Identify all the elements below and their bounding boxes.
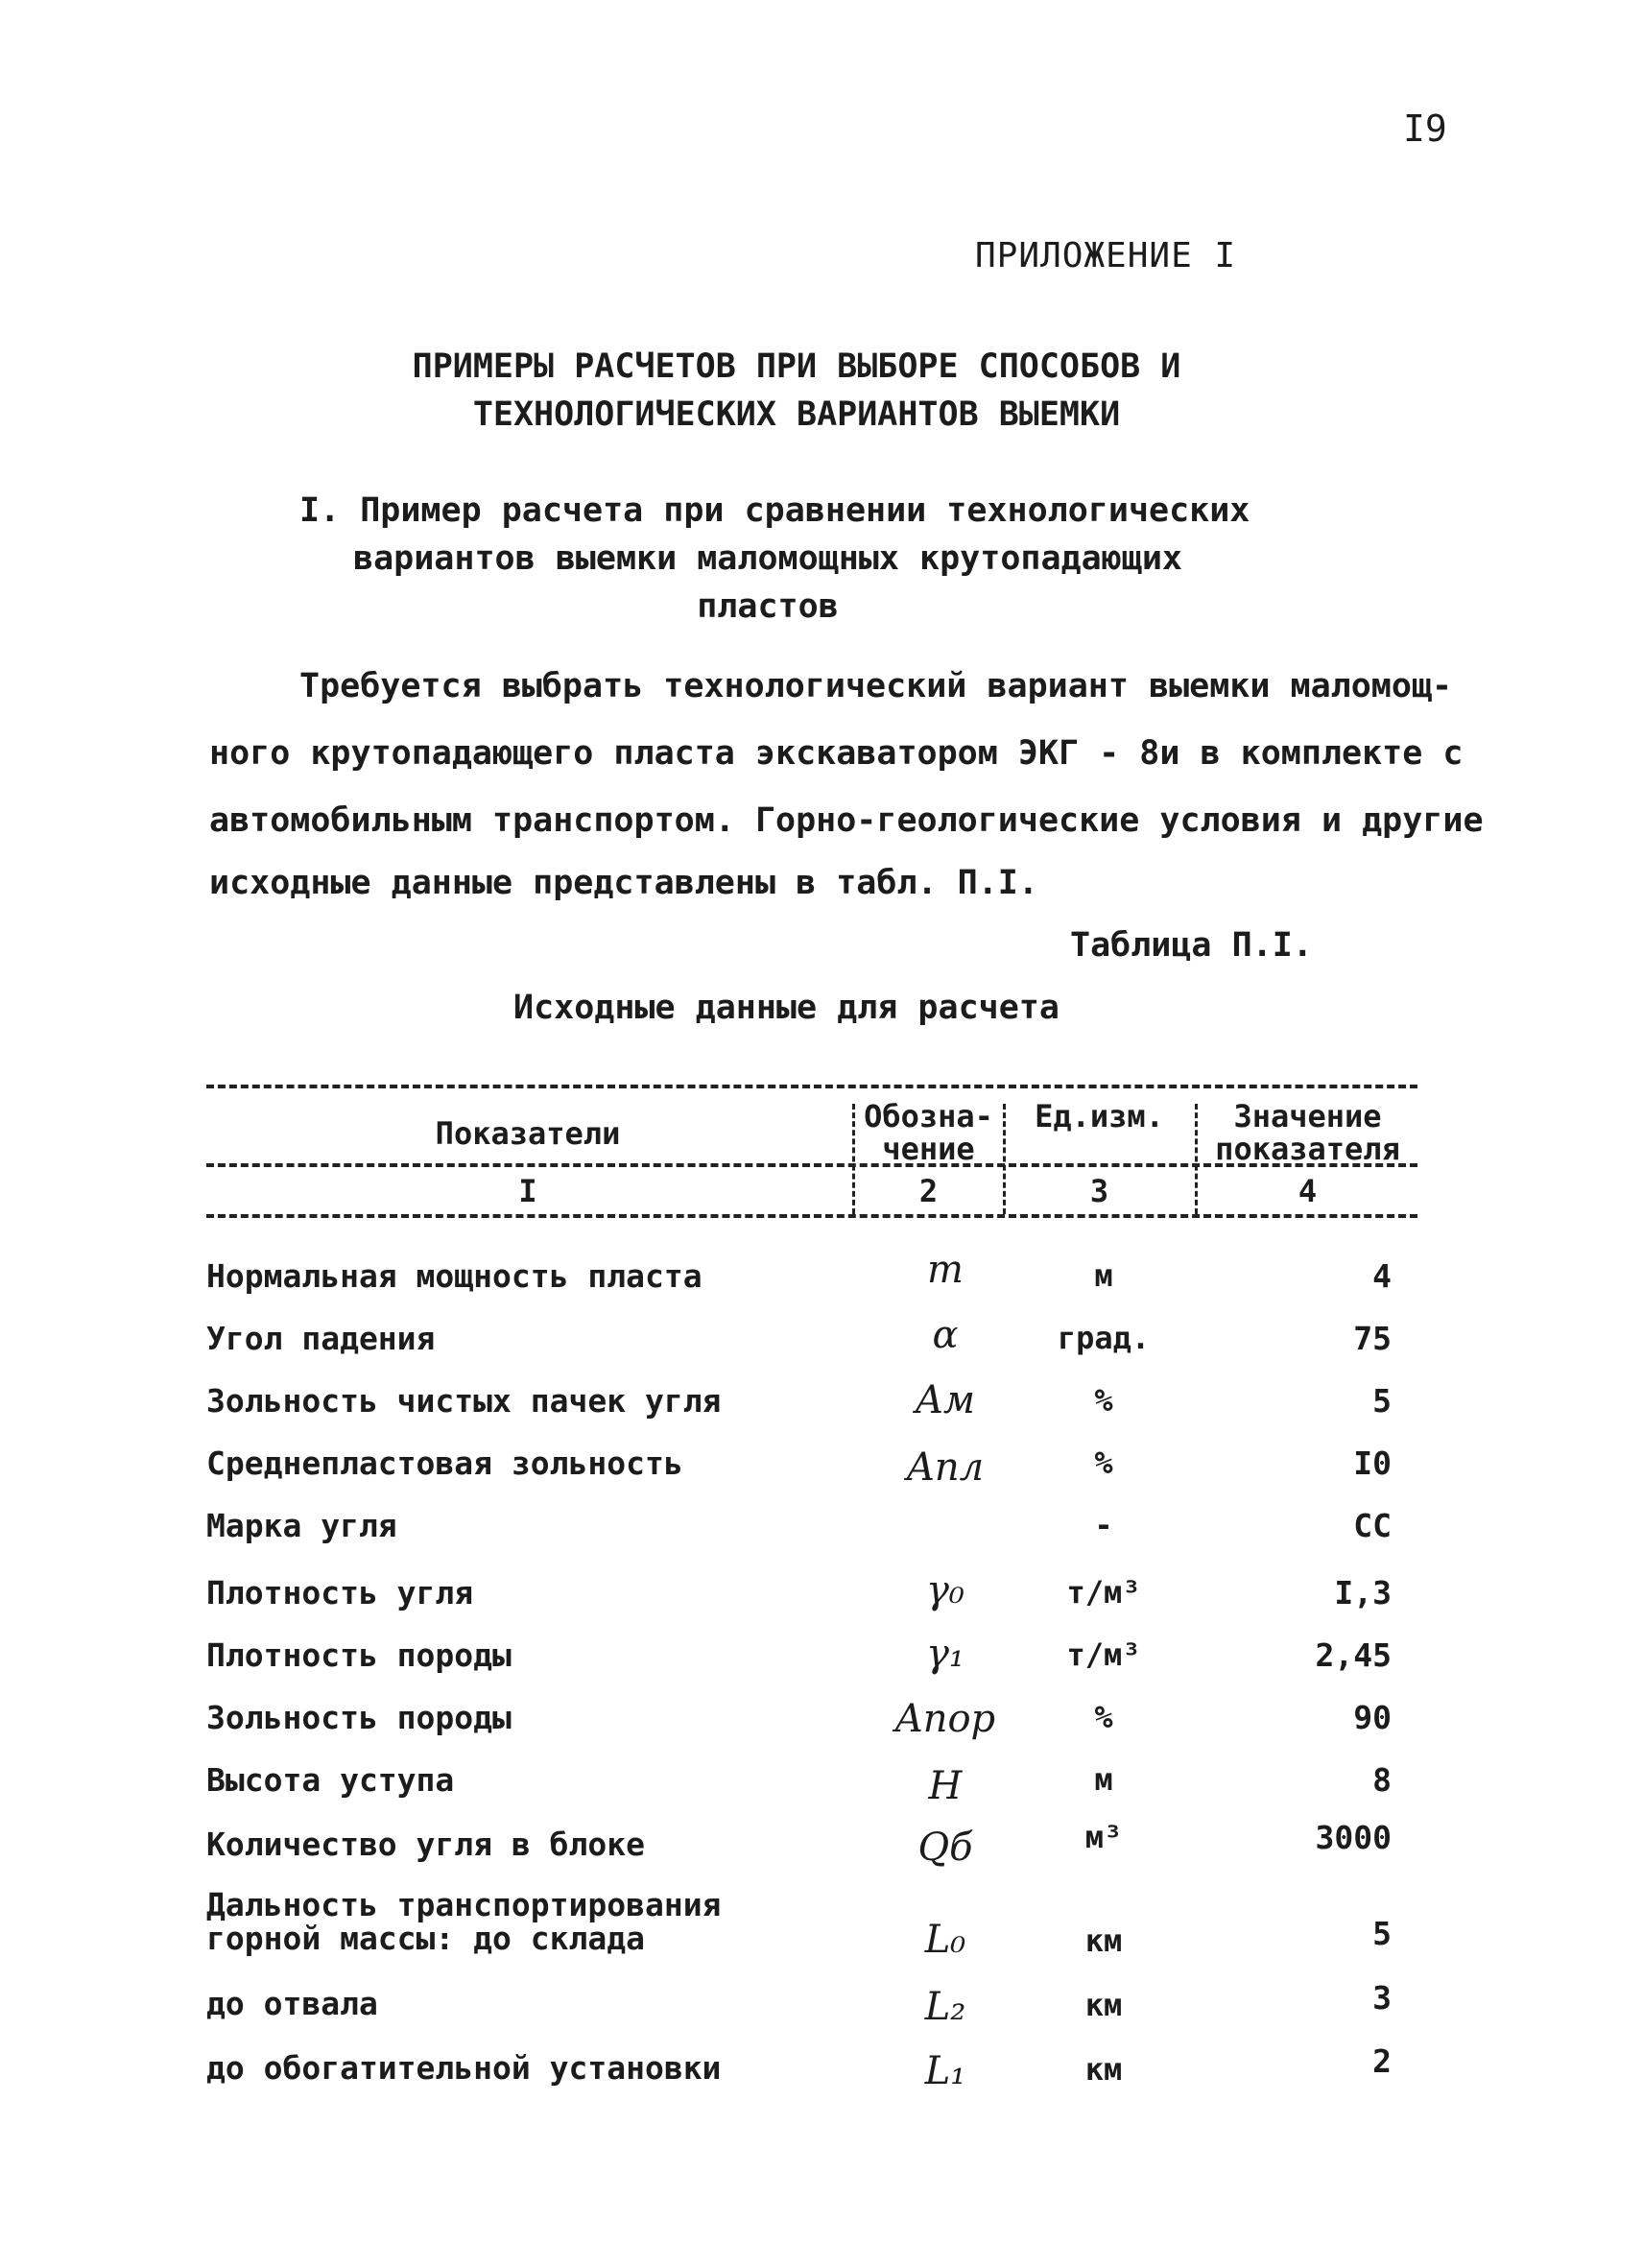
table-row-value: I0 [1353, 1444, 1392, 1482]
table-row-unit: м [1094, 1257, 1113, 1294]
table-row-symbol: Qб [917, 1826, 973, 1870]
table-row-symbol: H [928, 1764, 963, 1808]
table-row-label: Среднепластовая зольность [206, 1444, 683, 1482]
paragraph-line-3: автомобильным транспортом. Горно-геологические условия и другие [209, 801, 1484, 840]
table-row-value: СС [1353, 1507, 1392, 1544]
table-row-label: Дальность транспортирования [206, 1886, 722, 1923]
column-number: 2 [918, 1173, 939, 1209]
table-row-unit: км [1084, 1922, 1123, 1959]
table-row-unit: т/м³ [1066, 1636, 1141, 1673]
table-row-label-continuation: горной массы: до склада [206, 1920, 645, 1957]
table-row-symbol: L₀ [924, 1918, 966, 1962]
table-row-unit: м³ [1084, 1819, 1123, 1855]
table-row-value: 2,45 [1315, 1636, 1392, 1674]
table-row-value: 3 [1372, 1979, 1392, 2017]
document-title-line-2: ТЕХНОЛОГИЧЕСКИХ ВАРИАНТОВ ВЫЕМКИ [472, 395, 1121, 434]
table-row-symbol: γ₀ [926, 1568, 964, 1612]
table-row-unit: град. [1057, 1320, 1151, 1356]
header-symbol-line-2: чение [882, 1131, 975, 1167]
table-row-label: Угол падения [206, 1320, 436, 1357]
column-number: 4 [1298, 1173, 1318, 1209]
section-heading-line-1: I. Пример расчета при сравнении технологических [299, 491, 1250, 530]
table-row-value: 75 [1353, 1320, 1392, 1357]
header-indicators: Показатели [435, 1115, 621, 1152]
table-row-value: 3000 [1315, 1819, 1392, 1856]
table-row-unit: - [1094, 1507, 1113, 1543]
table-row-label: Зольность породы [206, 1699, 512, 1736]
table-row-symbol: m [927, 1248, 964, 1292]
table-row-symbol: α [932, 1313, 959, 1357]
document-title-line-1: ПРИМЕРЫ РАСЧЕТОВ ПРИ ВЫБОРЕ СПОСОБОВ И [412, 347, 1181, 386]
page-number: I9 [1403, 107, 1447, 150]
table-row-label: до обогатительной установки [206, 2049, 722, 2087]
section-heading-line-3: пластов [697, 587, 839, 626]
section-heading-line-2: вариантов выемки маломощных крутопадающих [353, 539, 1182, 578]
table-rule-numbers [206, 1214, 1417, 1218]
table-row-unit: т/м³ [1066, 1574, 1141, 1611]
table-row-symbol: Aм [915, 1378, 976, 1422]
table-row-symbol: γ₁ [926, 1632, 964, 1676]
table-row-unit: % [1094, 1444, 1113, 1481]
table-row-unit: % [1094, 1699, 1113, 1735]
table-col-separator [1195, 1104, 1198, 1214]
table-caption: Исходные данные для расчета [513, 989, 1060, 1027]
table-row-label: Зольность чистых пачек угля [206, 1382, 722, 1420]
table-row-label: Количество угля в блоке [206, 1826, 645, 1863]
paragraph-line-1: Требуется выбрать технологический вариант выемки маломощ- [299, 667, 1453, 705]
header-value-line-2: показателя [1215, 1131, 1400, 1167]
table-row-label: Высота уступа [206, 1761, 455, 1799]
table-label: Таблица П.I. [1070, 926, 1313, 965]
header-value-line-1: Значение [1233, 1098, 1382, 1134]
table-rule-top [206, 1085, 1417, 1088]
table-row-value: 90 [1353, 1699, 1392, 1736]
table-row-value: 5 [1372, 1382, 1392, 1420]
table-row-label: до отвала [206, 1985, 378, 2022]
table-row-value: I,3 [1334, 1574, 1392, 1611]
table-row-label: Марка угля [206, 1507, 397, 1544]
header-unit: Ед.изм. [1035, 1098, 1164, 1134]
table-row-value: 4 [1372, 1257, 1392, 1295]
paragraph-line-2: ного крутопадающего пласта экскаватором ЭКГ - 8и в комплекте с [209, 734, 1464, 773]
table-row-symbol: Aпор [894, 1697, 996, 1741]
table-row-symbol: Aпл [906, 1445, 985, 1490]
column-number: 3 [1089, 1173, 1109, 1209]
paragraph-line-4: исходные данные представлены в табл. П.I. [209, 864, 1038, 902]
table-row-unit: м [1094, 1761, 1113, 1798]
table-row-unit: % [1094, 1382, 1113, 1419]
table-row-symbol: L₂ [924, 1985, 966, 2029]
header-symbol-line-1: Обозна- [864, 1098, 993, 1134]
table-row-value: 8 [1372, 1761, 1392, 1799]
table-row-value: 5 [1372, 1915, 1392, 1952]
column-number: I [518, 1173, 537, 1209]
table-row-value: 2 [1372, 2042, 1392, 2080]
table-row-label: Нормальная мощность пласта [206, 1257, 702, 1295]
appendix-heading: ПРИЛОЖЕНИЕ I [975, 236, 1237, 275]
table-row-label: Плотность породы [206, 1636, 512, 1674]
table-row-unit: км [1084, 2051, 1123, 2088]
table-row-unit: км [1084, 1987, 1123, 2023]
table-row-label: Плотность угля [206, 1574, 474, 1611]
table-row-symbol: L₁ [924, 2049, 966, 2093]
